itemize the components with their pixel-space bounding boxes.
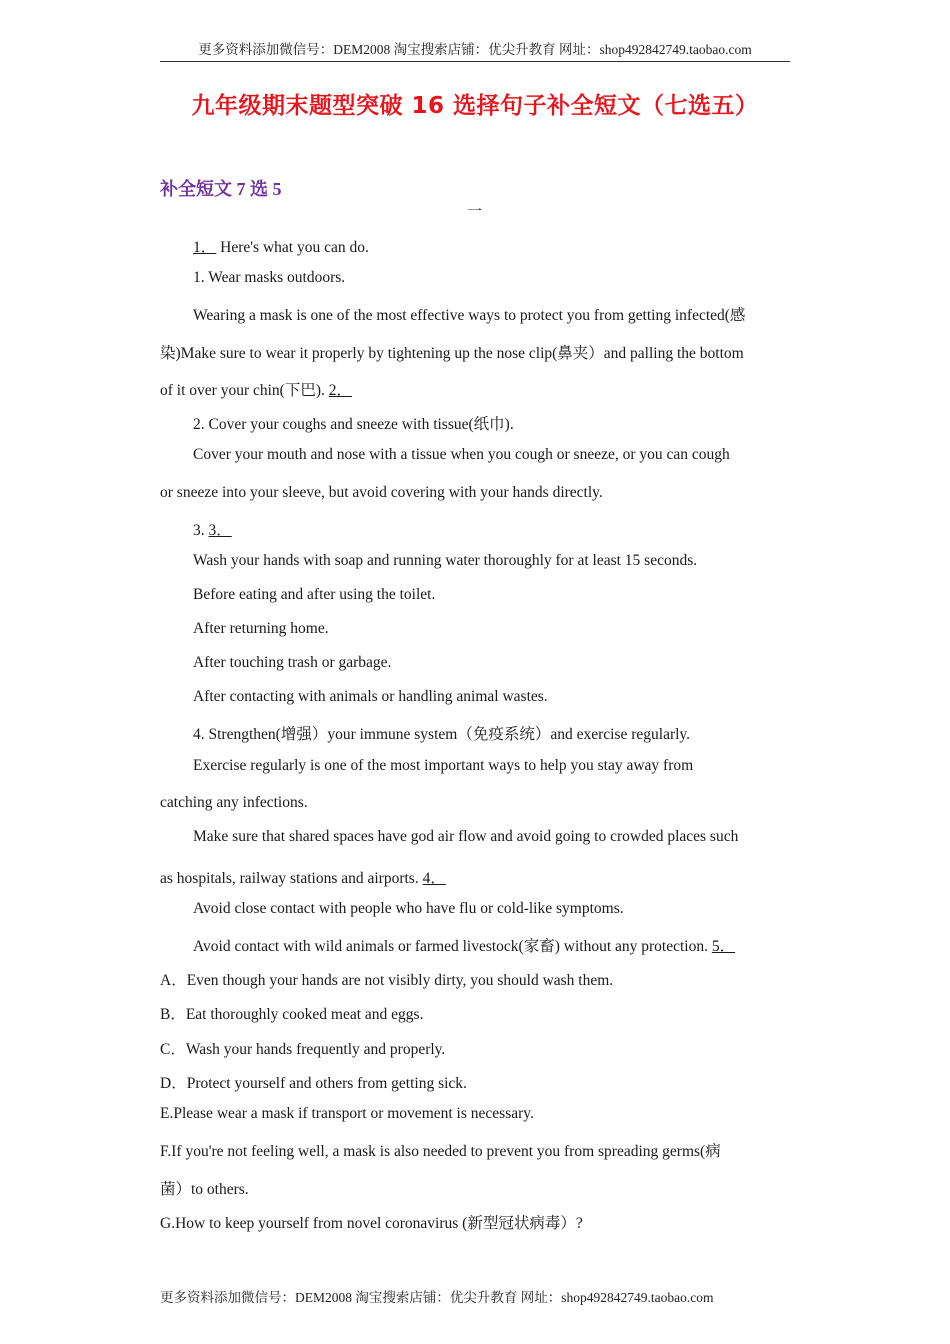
option-f-continued: 菌）to others. bbox=[160, 1181, 249, 1198]
passage-line: After contacting with animals or handling animal wastes. bbox=[193, 688, 548, 705]
passage-line: 3. 3． bbox=[193, 522, 232, 539]
passage-line: Wearing a mask is one of the most effective ways to protect you from getting infected(感 bbox=[193, 307, 746, 324]
option-g: G.How to keep yourself from novel coronavirus (新型冠状病毒）? bbox=[160, 1215, 583, 1232]
passage-line: Make sure that shared spaces have god air flow and avoid going to crowded places such bbox=[193, 828, 739, 845]
passage-line: Exercise regularly is one of the most important ways to help you stay away from bbox=[193, 757, 694, 774]
passage-line: After returning home. bbox=[193, 620, 329, 637]
passage-line: 染)Make sure to wear it properly by tightening up the nose clip(鼻夹）and palling the bottom bbox=[160, 345, 744, 362]
option-c: C．Wash your hands frequently and properly. bbox=[160, 1041, 446, 1058]
passage-line: Before eating and after using the toilet. bbox=[193, 586, 436, 603]
option-b: B．Eat thoroughly cooked meat and eggs. bbox=[160, 1006, 424, 1023]
passage-line: Cover your mouth and nose with a tissue when you cough or sneeze, or you can cough bbox=[193, 446, 730, 463]
passage-line: 1. Wear masks outdoors. bbox=[193, 269, 346, 286]
page-title: 九年级期末题型突破 16 选择句子补全短文（七选五） bbox=[191, 93, 759, 119]
answer-blank-2: 2． bbox=[328, 382, 353, 399]
passage-line: 2. Cover your coughs and sneeze with tissue(纸巾). bbox=[193, 416, 514, 433]
passage-line: Wash your hands with soap and running water thoroughly for at least 15 seconds. bbox=[193, 552, 698, 569]
section-title: 补全短文 7 选 5 bbox=[160, 179, 282, 199]
option-f: F.If you're not feeling well, a mask is also needed to prevent you from spreading germs(病 bbox=[160, 1143, 721, 1160]
passage-line: of it over your chin(下巴). 2． bbox=[160, 382, 353, 399]
passage-line: After touching trash or garbage. bbox=[193, 654, 392, 671]
option-d: D．Protect yourself and others from getting sick. bbox=[160, 1075, 467, 1092]
passage-line: 1． Here's what you can do. bbox=[193, 239, 369, 256]
passage-line: or sneeze into your sleeve, but avoid covering with your hands directly. bbox=[160, 484, 603, 501]
passage-line: catching any infections. bbox=[160, 794, 308, 811]
answer-blank-3: 3． bbox=[208, 522, 232, 539]
passage-line: Avoid close contact with people who have flu or cold-like symptoms. bbox=[193, 900, 624, 917]
passage-line: as hospitals, railway stations and airports. 4． bbox=[160, 870, 446, 887]
answer-blank-5: 5． bbox=[711, 938, 736, 955]
option-a: A．Even though your hands are not visibly dirty, you should wash them. bbox=[160, 972, 614, 989]
passage-line: 4. Strengthen(增强）your immune system（免疫系统）and exercise regularly. bbox=[193, 726, 691, 743]
option-e: E.Please wear a mask if transport or movement is necessary. bbox=[160, 1105, 534, 1122]
page-footer: 更多资料添加微信号：DEM2008 淘宝搜索店铺：优尖升教育 网址：shop492842749.taobao.com bbox=[160, 1290, 714, 1305]
part-number: 一 bbox=[467, 204, 483, 220]
answer-blank-1: 1． bbox=[193, 239, 217, 256]
page-header: 更多资料添加微信号：DEM2008 淘宝搜索店铺：优尖升教育 网址：shop492842749.taobao.com bbox=[160, 38, 790, 62]
answer-blank-4: 4． bbox=[422, 870, 446, 887]
passage-line: Avoid contact with wild animals or farmed livestock(家畜) without any protection. 5． bbox=[193, 938, 736, 955]
